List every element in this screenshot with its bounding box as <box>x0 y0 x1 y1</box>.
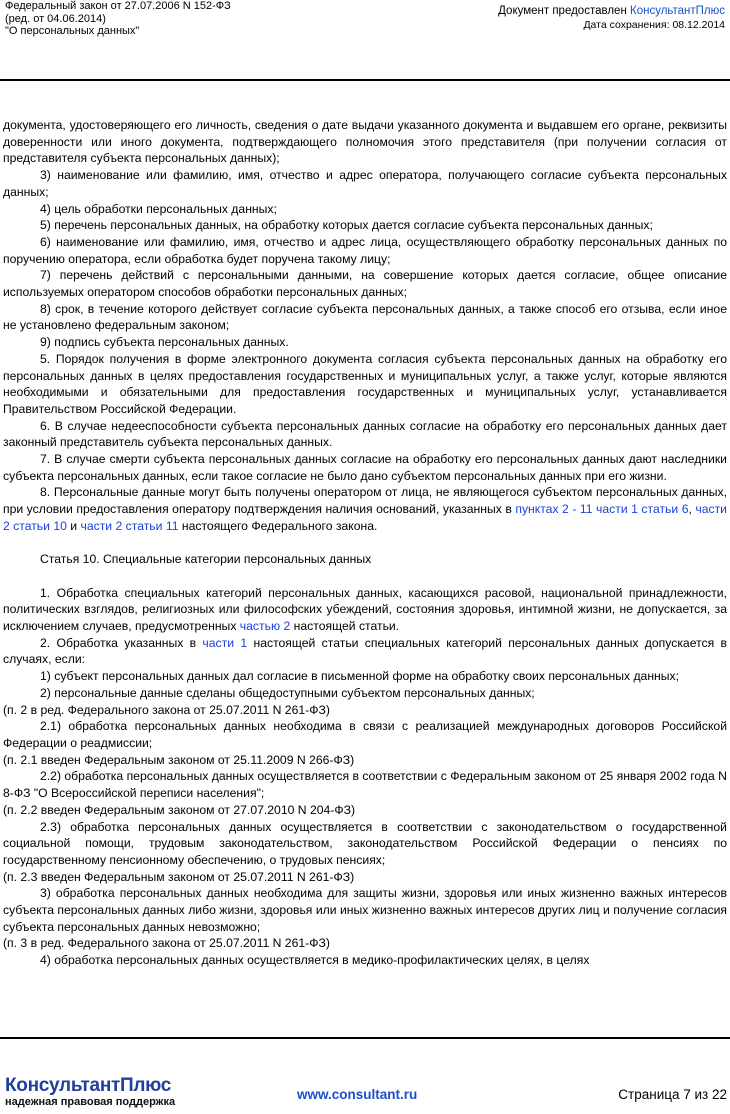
link-article-6[interactable]: пунктах 2 - 11 части 1 статьи 6 <box>515 502 689 517</box>
paragraph: 6. В случае недееспособности субъекта персональных данных согласие на обработку его персональных данных дает законный представитель субъекта персональных данных. <box>3 418 727 450</box>
paragraph: 4) цель обработки персональных данных; <box>40 201 277 216</box>
doc-title-line-1: Федеральный закон от 27.07.2006 N 152-ФЗ <box>5 0 231 12</box>
provided-by-prefix: Документ предоставлен <box>498 5 630 17</box>
paragraph: 5. Порядок получения в форме электронного документа согласия субъекта персональных данных на обработку его персональных данных в целях предоставления государственных и муниципальных услуг, а также услуг, которые являются необходимыми и обязательными для предоставления государственных и муниципальных услуг, устанавливается Правительством Российской Федерации. <box>3 351 727 416</box>
link-article-11[interactable]: части 2 статьи 11 <box>80 518 179 533</box>
page-number: Страница 7 из 22 <box>618 1087 727 1102</box>
website-link[interactable]: www.consultant.ru <box>297 1087 418 1102</box>
text-run: 1. Обработка специальных категорий персональных данных, касающихся расовой, национальной принадлежности, политических взглядов, религиозных или философских убеждений, состояния здоровья, интимной жизни, не допускается, за исключением случаев, предусмотренных <box>3 585 727 634</box>
paragraph: 3) наименование или фамилию, имя, отчество и адрес оператора, получающего согласие субъекта персональных данных; <box>3 168 727 199</box>
document-body <box>3 117 727 969</box>
page-header <box>0 0 730 80</box>
text-run: настоящей статьи специальных категорий персональных данных допускается в случаях, если: <box>3 635 728 667</box>
doc-title-line-2: (ред. от 04.06.2014) <box>5 12 106 25</box>
spacer <box>3 535 727 552</box>
amendment-note: (п. 2.3 введен Федеральным законом от 25.07.2011 N 261-ФЗ) <box>3 869 355 884</box>
paragraph <box>3 635 727 668</box>
logo-tagline: надежная правовая поддержка <box>5 1096 176 1108</box>
text-run: 8. Персональные данные могут быть получены оператором от лица, не являющегося субъектом персональных данных, при условии предоставления оператору подтверждения наличия оснований, указанных в <box>3 485 727 517</box>
amendment-note: (п. 2.1 введен Федеральным законом от 25.11.2009 N 266-ФЗ) <box>3 752 355 767</box>
paragraph: 2) персональные данные сделаны общедоступными субъектом персональных данных; <box>40 685 535 700</box>
header-divider <box>0 79 730 81</box>
link-part-2[interactable]: частью 2 <box>239 619 291 634</box>
paragraph: 8) срок, в течение которого действует согласие субъекта персональных данных, а также способ его отзыва, если иное не установлено федеральным законом; <box>3 301 727 333</box>
paragraph: 1) субъект персональных данных дал согласие в письменной форме на обработку своих персональных данных; <box>40 669 680 684</box>
link-part-1[interactable]: части 1 <box>202 635 248 650</box>
provider-info <box>498 4 725 32</box>
logo-name: КонсультантПлюс <box>5 1075 172 1096</box>
paragraph: 2.1) обработка персональных данных необходима в связи с реализацией международных договоров Российской Федерации о реадмиссии; <box>3 719 727 750</box>
amendment-note: (п. 3 в ред. Федерального закона от 25.07.2011 N 261-ФЗ) <box>3 936 330 951</box>
article-title: Статья 10. Специальные категории персональных данных <box>40 552 372 567</box>
link-article-10[interactable]: части 2 статьи 10 <box>3 502 727 533</box>
paragraph: 6) наименование или фамилию, имя, отчество и адрес лица, осуществляющего обработку персональных данных по поручению оператора, если обработка будет поручена такому лицу; <box>3 234 727 266</box>
page-footer <box>0 1040 730 1114</box>
amendment-note: (п. 2 в ред. Федерального закона от 25.07.2011 N 261-ФЗ) <box>3 702 330 717</box>
paragraph <box>3 484 727 534</box>
paragraph: документа, удостоверяющего его личность, сведения о дате выдачи указанного документа и выдавшем его органе, реквизиты доверенности или иного документа, подтверждающего полномочия этого представителя (при получении согласия от представителя субъекта персональных данных); <box>3 118 727 166</box>
paragraph: 9) подпись субъекта персональных данных. <box>40 335 289 350</box>
paragraph: 3) обработка персональных данных необходима для защиты жизни, здоровья или иных жизненно важных интересов субъекта персональных данных либо жизни, здоровья или иных жизненно важных интересов других лиц и получение согласия субъекта персональных данных невозможно; <box>3 886 727 934</box>
text-run: 2. Обработка указанных в <box>40 635 203 650</box>
amendment-note: (п. 2.2 введен Федеральным законом от 27.07.2010 N 204-ФЗ) <box>3 802 356 817</box>
paragraph: 2.2) обработка персональных данных осуществляется в соответствии с Федеральным законом от 25 января 2002 года N 8-ФЗ "О Всероссийской переписи населения"; <box>3 769 727 801</box>
paragraph: 7) перечень действий с персональными данными, на совершение которых дается согласие, общее описание используемых оператором способов обработки персональных данных; <box>3 268 727 300</box>
footer-divider <box>0 1037 730 1039</box>
paragraph <box>3 585 727 635</box>
spacer <box>3 568 727 585</box>
doc-title-line-3: "О персональных данных" <box>5 25 140 37</box>
text-run: и <box>66 518 81 533</box>
paragraph: 4) обработка персональных данных осуществляется в медико-профилактических целях, в целях <box>40 953 590 968</box>
paragraph: 5) перечень персональных данных, на обработку которых дается согласие субъекта персональных данных; <box>40 218 653 233</box>
consultant-logo <box>5 1075 175 1109</box>
save-date: Дата сохранения: 08.12.2014 <box>583 19 725 31</box>
text-run: , <box>688 502 696 517</box>
text-run: настоящей статьи. <box>290 619 400 634</box>
document-title <box>5 0 231 38</box>
paragraph: 2.3) обработка персональных данных осуществляется в соответствии с законодательством о государственной социальной помощи, трудовым законодательством, законодательством Российской Федерации о пенсиях по государственному пенсионному обеспечению, о трудовых пенсиях; <box>3 819 727 867</box>
provided-by-brand: КонсультантПлюс <box>630 5 725 17</box>
paragraph: 7. В случае смерти субъекта персональных данных согласие на обработку его персональных данных дают наследники субъекта персональных данных, если такое согласие не было дано субъектом персональных данных при его жизни. <box>3 452 727 483</box>
text-run: настоящего Федерального закона. <box>178 518 378 533</box>
